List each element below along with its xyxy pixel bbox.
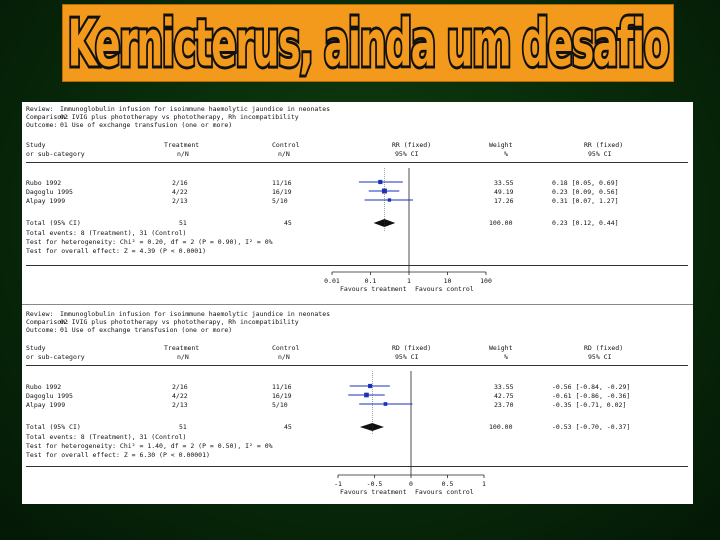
overall-effect-test: Test for overall effect: Z = 4.39 (P < 0.0001) (26, 247, 207, 255)
x-tick-label: 1 (482, 480, 486, 488)
total-ci: -0.53 [-0.70, -0.37] (552, 423, 631, 431)
col-study: Study (26, 141, 46, 149)
outcome-value: 01 Use of exchange transfusion (one or more) (60, 121, 233, 129)
x-tick-label: 0.01 (324, 277, 340, 285)
col-control-sub: n/N (278, 150, 290, 158)
point-estimate-square (388, 198, 391, 201)
study-control: 16/19 (272, 188, 292, 196)
study-weight: 17.26 (494, 197, 514, 205)
study-name: Alpay 1999 (26, 197, 66, 205)
total-events: Total events: 8 (Treatment), 31 (Control) (26, 229, 187, 237)
col-weight: Weight (489, 344, 513, 352)
col-ci-sub: 95% CI (588, 353, 612, 361)
col-control: Control (272, 344, 300, 352)
x-tick-label: 0.5 (441, 480, 454, 488)
favours-treatment-label: Favours treatment (340, 488, 407, 496)
review-label: Review: (26, 105, 54, 113)
study-treatment: 2/13 (172, 401, 188, 409)
review-value: Immunoglobulin infusion for isoimmune haemolytic jaundice in neonates (60, 310, 331, 318)
point-estimate-square (378, 180, 382, 184)
study-weight: 23.70 (494, 401, 514, 409)
col-control: Control (272, 141, 300, 149)
heterogeneity-test: Test for heterogeneity: Chi² = 0.20, df = 2 (P = 0.90), I² = 0% (26, 238, 273, 246)
comparison-value: 02 IVIG plus phototherapy vs phototherapy, Rh incompatibility (60, 318, 299, 326)
col-treatment: Treatment (164, 141, 200, 149)
total-treatment: 51 (179, 423, 187, 431)
col-treatment-sub: n/N (177, 150, 189, 158)
study-weight: 49.19 (494, 188, 514, 196)
col-study-sub: or sub-category (26, 353, 85, 361)
col-treatment: Treatment (164, 344, 200, 352)
total-name: Total (95% CI) (26, 219, 81, 227)
study-name: Alpay 1999 (26, 401, 66, 409)
forest-plot-rr-graphic (22, 102, 693, 302)
total-weight: 100.00 (489, 423, 513, 431)
x-tick-label: -0.5 (366, 480, 383, 488)
study-treatment: 4/22 (172, 392, 188, 400)
total-control: 45 (284, 423, 292, 431)
total-treatment: 51 (179, 219, 187, 227)
panel-divider (22, 304, 693, 305)
col-ci: RD (fixed) (584, 344, 624, 352)
study-control: 16/19 (272, 392, 292, 400)
col-effect: RD (fixed) (392, 344, 432, 352)
study-ci: 0.18 [0.05, 0.69] (552, 179, 619, 187)
study-control: 11/16 (272, 383, 292, 391)
point-estimate-square (368, 384, 372, 388)
study-ci: -0.61 [-0.86, -0.36] (552, 392, 631, 400)
study-name: Rubo 1992 (26, 383, 62, 391)
total-weight: 100.00 (489, 219, 513, 227)
col-control-sub: n/N (278, 353, 290, 361)
total-events: Total events: 8 (Treatment), 31 (Control) (26, 433, 187, 441)
point-estimate-square (384, 402, 388, 406)
study-ci: 0.31 [0.07, 1.27] (552, 197, 619, 205)
col-effect-sub: 95% CI (395, 353, 419, 361)
col-weight-sub: % (504, 150, 508, 158)
x-tick-label: 0.1 (364, 277, 377, 285)
col-treatment-sub: n/N (177, 353, 189, 361)
study-name: Rubo 1992 (26, 179, 62, 187)
total-name: Total (95% CI) (26, 423, 81, 431)
outcome-label: Outcome: (26, 326, 58, 334)
overall-effect-test: Test for overall effect: Z = 6.30 (P < 0.00001) (26, 451, 210, 459)
study-name: Dagoglu 1995 (26, 392, 73, 400)
study-ci: 0.23 [0.09, 0.56] (552, 188, 619, 196)
col-study: Study (26, 344, 46, 352)
x-tick-label: -1 (334, 480, 342, 488)
outcome-label: Outcome: (26, 121, 58, 129)
total-control: 45 (284, 219, 292, 227)
heterogeneity-test: Test for heterogeneity: Chi² = 1.40, df = 2 (P = 0.50), I² = 0% (26, 442, 273, 450)
favours-control-label: Favours control (415, 488, 474, 496)
study-control: 5/10 (272, 197, 288, 205)
study-treatment: 2/16 (172, 179, 188, 187)
review-value: Immunoglobulin infusion for isoimmune haemolytic jaundice in neonates (60, 105, 331, 113)
col-weight-sub: % (504, 353, 508, 361)
study-control: 11/16 (272, 179, 292, 187)
favours-treatment-label: Favours treatment (340, 285, 407, 293)
favours-control-label: Favours control (415, 285, 474, 293)
forest-plot-rr (22, 102, 693, 302)
study-weight: 42.75 (494, 392, 514, 400)
pooled-estimate-diamond (360, 423, 384, 431)
slide-title-text: Kernicterus, ainda um desafio (67, 5, 669, 81)
study-treatment: 4/22 (172, 188, 188, 196)
forest-plot-figure (22, 102, 693, 504)
study-weight: 33.55 (494, 383, 514, 391)
x-tick-label: 0 (409, 480, 413, 488)
total-ci: 0.23 [0.12, 0.44] (552, 219, 619, 227)
slide-title (62, 4, 674, 82)
study-treatment: 2/16 (172, 383, 188, 391)
point-estimate-square (364, 393, 369, 398)
study-ci: -0.56 [-0.84, -0.29] (552, 383, 631, 391)
comparison-label: Comparison: (26, 113, 70, 121)
col-ci: RR (fixed) (584, 141, 624, 149)
study-ci: -0.35 [-0.71, 0.02] (552, 401, 627, 409)
outcome-value: 01 Use of exchange transfusion (one or more) (60, 326, 233, 334)
study-weight: 33.55 (494, 179, 514, 187)
forest-plot-rd-graphic (22, 307, 693, 507)
col-ci-sub: 95% CI (588, 150, 612, 158)
col-effect-sub: 95% CI (395, 150, 419, 158)
col-weight: Weight (489, 141, 513, 149)
comparison-value: 02 IVIG plus phototherapy vs phototherapy, Rh incompatibility (60, 113, 299, 121)
study-treatment: 2/13 (172, 197, 188, 205)
col-effect: RR (fixed) (392, 141, 432, 149)
col-study-sub: or sub-category (26, 150, 85, 158)
comparison-label: Comparison: (26, 318, 70, 326)
forest-plot-rd (22, 307, 693, 507)
x-tick-label: 100 (480, 277, 492, 285)
review-label: Review: (26, 310, 54, 318)
x-tick-label: 10 (443, 277, 452, 285)
study-name: Dagoglu 1995 (26, 188, 73, 196)
study-control: 5/10 (272, 401, 288, 409)
x-tick-label: 1 (407, 277, 411, 285)
